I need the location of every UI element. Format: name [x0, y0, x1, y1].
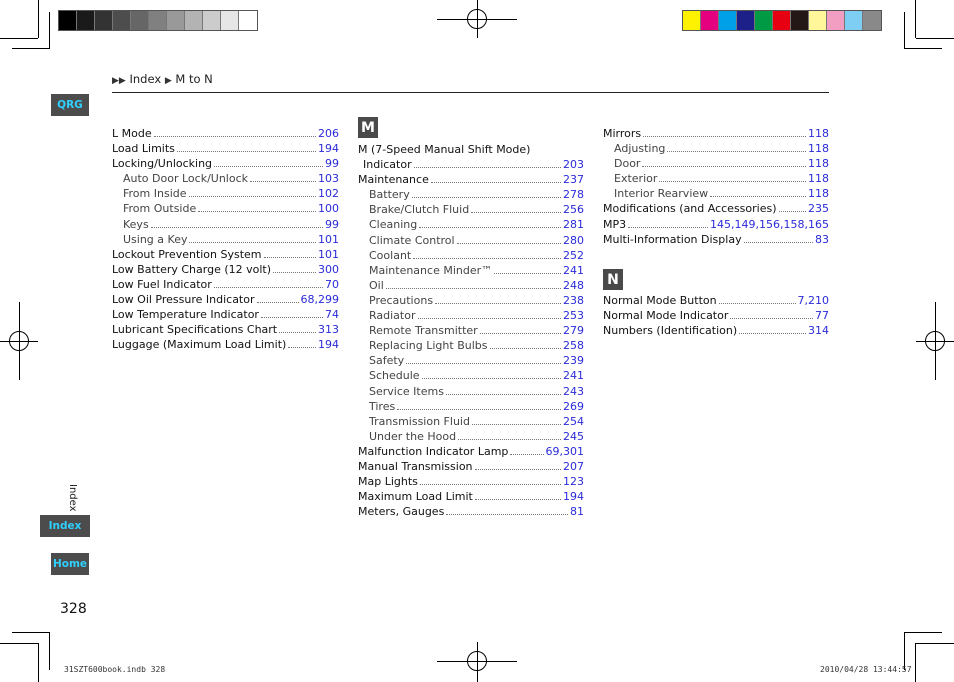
- color-swatch: [755, 11, 773, 30]
- index-entry: [112, 292, 339, 307]
- color-swatch: [59, 11, 77, 30]
- breadcrumb: [112, 72, 213, 86]
- entry-label: Low Oil Pressure Indicator: [112, 293, 255, 307]
- entry-label: Under the Hood: [369, 429, 457, 443]
- page-link[interactable]: 279: [563, 324, 584, 338]
- color-swatch: [845, 11, 863, 30]
- double-triangle-icon: ▶▶: [112, 76, 126, 86]
- entry-label: Radiator: [369, 309, 416, 323]
- page-link[interactable]: 243: [563, 384, 584, 398]
- index-subentry: [112, 217, 339, 232]
- entry-label: Normal Mode Indicator: [603, 309, 729, 323]
- index-subentry: [358, 308, 584, 323]
- entry-label: Manual Transmission: [358, 459, 473, 473]
- entry-label: Safety: [369, 354, 405, 368]
- page-link[interactable]: 241: [563, 263, 584, 277]
- page-link[interactable]: 68,299: [300, 293, 339, 307]
- entry-label: Schedule: [369, 369, 420, 383]
- index-subentry: [603, 186, 829, 201]
- entry-label: Tires: [369, 399, 396, 413]
- entry-label: Using a Key: [123, 232, 188, 246]
- entry-label: Numbers (Identification): [603, 324, 738, 338]
- leader-dots: [214, 287, 323, 288]
- leader-dots: [475, 499, 561, 500]
- crop-mark: [49, 12, 50, 48]
- color-swatch: [683, 11, 701, 30]
- color-bar: [682, 10, 882, 31]
- leader-dots: [198, 211, 316, 212]
- index-subentry: [358, 248, 584, 263]
- index-entry: [358, 504, 584, 519]
- leader-dots: [471, 212, 561, 213]
- entry-label: Luggage (Maximum Load Limit): [112, 338, 287, 352]
- leader-dots: [214, 166, 323, 167]
- registration-mark: [477, 0, 478, 38]
- crop-mark: [904, 632, 942, 633]
- page-link[interactable]: 83: [815, 232, 829, 246]
- page-link[interactable]: 203: [563, 158, 584, 172]
- index-subentry: [358, 202, 584, 217]
- page-link[interactable]: 253: [563, 309, 584, 323]
- page-link[interactable]: 241: [563, 369, 584, 383]
- index-subentry: [358, 187, 584, 202]
- entry-label: Maintenance Minder™: [369, 263, 493, 277]
- page-link[interactable]: 7,210: [797, 294, 829, 307]
- leader-dots: [642, 166, 806, 167]
- leader-dots: [151, 227, 323, 228]
- breadcrumb-section: M to N: [175, 72, 213, 86]
- index-subentry: [358, 278, 584, 293]
- page-link[interactable]: 194: [318, 338, 339, 352]
- index-entry: [112, 322, 339, 337]
- color-swatch: [863, 11, 881, 30]
- entry-label: Transmission Fluid: [369, 414, 470, 428]
- index-entry: [112, 247, 339, 262]
- crop-mark: [916, 38, 954, 39]
- triangle-icon: ▶: [164, 76, 172, 86]
- index-entry: [112, 126, 339, 141]
- leader-dots: [422, 378, 561, 379]
- index-subentry: [358, 429, 584, 444]
- page-link[interactable]: 245: [563, 429, 584, 443]
- color-swatch: [701, 11, 719, 30]
- crop-mark: [915, 0, 916, 38]
- entry-label: Precautions: [369, 293, 434, 307]
- page-link[interactable]: 258: [563, 339, 584, 353]
- index-column-n: [603, 293, 829, 338]
- index-entry: [358, 142, 584, 157]
- footer-file: 31SZT600book.indb 328: [64, 665, 166, 674]
- page-link[interactable]: 252: [563, 248, 584, 262]
- page-link[interactable]: 207: [563, 459, 584, 473]
- leader-dots: [744, 242, 813, 243]
- page-link[interactable]: 81: [570, 505, 584, 519]
- color-swatch: [737, 11, 755, 30]
- page-link[interactable]: 206: [318, 127, 339, 140]
- index-subentry: [112, 201, 339, 216]
- entry-label: Mirrors: [603, 127, 642, 140]
- leader-dots: [189, 242, 316, 243]
- entry-label: Battery: [369, 188, 410, 202]
- color-swatch: [221, 11, 239, 30]
- color-swatch: [239, 11, 257, 30]
- entry-label: MP3: [603, 217, 627, 231]
- color-swatch: [131, 11, 149, 30]
- index-entry: [603, 126, 829, 141]
- page-link[interactable]: 194: [318, 142, 339, 156]
- index-tab[interactable]: Index: [40, 515, 90, 537]
- leader-dots: [719, 303, 796, 304]
- crop-mark: [904, 12, 905, 48]
- color-swatch: [149, 11, 167, 30]
- page-link[interactable]: 300: [318, 262, 339, 276]
- index-entry: [112, 337, 339, 352]
- page-link[interactable]: 239: [563, 354, 584, 368]
- page-link[interactable]: 102: [318, 187, 339, 201]
- index-entry: [112, 141, 339, 156]
- leader-dots: [435, 303, 561, 304]
- leader-dots: [659, 181, 806, 182]
- color-swatch: [113, 11, 131, 30]
- index-entry: [358, 172, 584, 187]
- index-subentry: [112, 186, 339, 201]
- leader-dots: [250, 181, 316, 182]
- page-link[interactable]: 118: [808, 157, 829, 171]
- entry-label: From Outside: [123, 202, 197, 216]
- page-link[interactable]: 280: [563, 233, 584, 247]
- page-link[interactable]: 194: [563, 490, 584, 504]
- index-entry: [603, 323, 829, 338]
- page-link[interactable]: 145,149,156,158,165: [710, 217, 829, 231]
- entry-label: Normal Mode Button: [603, 294, 717, 307]
- page-link[interactable]: 314: [808, 324, 829, 338]
- index-subentry: [603, 156, 829, 171]
- index-subentry: [358, 338, 584, 353]
- leader-dots: [431, 182, 561, 183]
- index-subentry: [112, 232, 339, 247]
- color-swatch: [167, 11, 185, 30]
- color-swatch: [203, 11, 221, 30]
- entry-label: Low Battery Charge (12 volt): [112, 262, 272, 276]
- entry-label: Replacing Light Bulbs: [369, 339, 488, 353]
- leader-dots: [458, 439, 561, 440]
- leader-dots: [397, 409, 561, 410]
- page-link[interactable]: 269: [563, 399, 584, 413]
- index-entry: [603, 232, 829, 247]
- entry-label: Indicator: [363, 158, 412, 172]
- leader-dots: [177, 151, 316, 152]
- index-entry: [358, 474, 584, 489]
- entry-label: Lubricant Specifications Chart: [112, 323, 278, 337]
- entry-label: Cleaning: [369, 218, 418, 232]
- index-subentry: [358, 233, 584, 248]
- page-link[interactable]: 235: [808, 202, 829, 216]
- leader-dots: [261, 317, 323, 318]
- entry-label: M (7-Speed Manual Shift Mode): [358, 143, 531, 156]
- leader-dots: [510, 454, 543, 455]
- entry-label: Climate Control: [369, 233, 455, 247]
- leader-dots: [154, 136, 316, 137]
- index-entry: [603, 201, 829, 216]
- crop-mark: [49, 632, 50, 670]
- leader-dots: [386, 288, 561, 289]
- crop-mark: [12, 632, 50, 633]
- index-entry: [603, 308, 829, 323]
- crop-mark: [12, 48, 50, 49]
- entry-label: Maintenance: [358, 173, 429, 187]
- page-link[interactable]: 118: [808, 172, 829, 186]
- crop-mark: [916, 643, 954, 644]
- qrg-tab[interactable]: QRG: [51, 94, 89, 116]
- index-entry: [603, 293, 829, 308]
- entry-label: Locking/Unlocking: [112, 157, 213, 171]
- leader-dots: [189, 196, 316, 197]
- page-link[interactable]: 118: [808, 127, 829, 140]
- index-subentry: [358, 368, 584, 383]
- leader-dots: [264, 257, 316, 258]
- index-entry: [112, 262, 339, 277]
- entry-label: Adjusting: [614, 142, 666, 156]
- page-link[interactable]: 101: [318, 232, 339, 246]
- color-swatch: [773, 11, 791, 30]
- index-entry: [112, 307, 339, 322]
- entry-label: Modifications (and Accessories): [603, 202, 777, 216]
- leader-dots: [628, 227, 708, 228]
- leader-dots: [472, 424, 561, 425]
- index-subentry: [358, 263, 584, 278]
- entry-label: Brake/Clutch Fluid: [369, 203, 470, 217]
- page-link[interactable]: 237: [563, 173, 584, 187]
- crop-mark: [0, 38, 38, 39]
- index-subentry: [358, 217, 584, 232]
- entry-label: Door: [614, 157, 641, 171]
- color-swatch: [95, 11, 113, 30]
- page-link[interactable]: 69,301: [545, 444, 584, 458]
- leader-dots: [414, 167, 561, 168]
- footer-timestamp: 2010/04/28 13:44:57: [820, 665, 912, 674]
- registration-mark: [935, 302, 936, 380]
- entry-label: Low Fuel Indicator: [112, 277, 212, 291]
- page-link[interactable]: 103: [318, 172, 339, 186]
- color-swatch: [185, 11, 203, 30]
- index-entry: [358, 444, 584, 459]
- page-link[interactable]: 74: [325, 308, 339, 322]
- index-entry: [112, 277, 339, 292]
- leader-dots: [480, 333, 561, 334]
- crop-mark: [38, 0, 39, 38]
- index-subentry: [358, 399, 584, 414]
- index-subentry: [603, 141, 829, 156]
- index-subentry: [358, 293, 584, 308]
- page-link[interactable]: 313: [318, 323, 339, 337]
- entry-label: Load Limits: [112, 142, 175, 156]
- index-column-l: [112, 126, 339, 352]
- entry-label: Malfunction Indicator Lamp: [358, 444, 509, 458]
- index-subentry: [358, 323, 584, 338]
- leader-dots: [273, 272, 316, 273]
- entry-label: Interior Rearview: [614, 187, 709, 201]
- leader-dots: [730, 318, 813, 319]
- entry-label: Map Lights: [358, 475, 418, 489]
- entry-label: Remote Transmitter: [369, 324, 478, 338]
- page-link[interactable]: 70: [325, 277, 339, 291]
- entry-label: Service Items: [369, 384, 444, 398]
- entry-label: L Mode: [112, 127, 152, 140]
- leader-dots: [490, 348, 562, 349]
- leader-dots: [288, 347, 316, 348]
- page-link[interactable]: 254: [563, 414, 584, 428]
- page-link[interactable]: 123: [563, 475, 584, 489]
- color-swatch: [77, 11, 95, 30]
- leader-dots: [710, 196, 806, 197]
- color-swatch: [791, 11, 809, 30]
- entry-label: Oil: [369, 278, 384, 292]
- index-subentry: [358, 384, 584, 399]
- index-entry: [112, 156, 339, 171]
- leader-dots: [412, 197, 561, 198]
- breadcrumb-index[interactable]: Index: [129, 72, 162, 86]
- crop-mark: [38, 643, 39, 682]
- registration-mark: [19, 302, 20, 380]
- letter-heading-m: M: [358, 117, 378, 138]
- page-link[interactable]: 101: [318, 247, 339, 261]
- leader-dots: [667, 151, 806, 152]
- color-swatch: [719, 11, 737, 30]
- home-tab[interactable]: Home: [51, 553, 89, 575]
- page-link[interactable]: 238: [563, 293, 584, 307]
- vertical-section-label: Index: [67, 484, 78, 512]
- entry-label: Multi-Information Display: [603, 232, 742, 246]
- leader-dots: [446, 394, 561, 395]
- page-link[interactable]: 256: [563, 203, 584, 217]
- gray-scale-bar: [58, 10, 258, 31]
- entry-label: Lockout Prevention System: [112, 247, 262, 261]
- page-link[interactable]: 77: [815, 309, 829, 323]
- index-entry: [358, 157, 584, 172]
- entry-label: Exterior: [614, 172, 658, 186]
- leader-dots: [419, 227, 561, 228]
- header-rule: [112, 92, 829, 93]
- index-entry: [358, 489, 584, 504]
- entry-label: Coolant: [369, 248, 412, 262]
- index-subentry: [603, 171, 829, 186]
- entry-label: Auto Door Lock/Unlock: [123, 172, 249, 186]
- page-link[interactable]: 99: [325, 157, 339, 171]
- leader-dots: [446, 514, 568, 515]
- leader-dots: [413, 258, 561, 259]
- index-subentry: [358, 414, 584, 429]
- leader-dots: [739, 333, 806, 334]
- color-swatch: [809, 11, 827, 30]
- entry-label: Keys: [123, 217, 149, 231]
- page-link[interactable]: 248: [563, 278, 584, 292]
- index-entry: [358, 459, 584, 474]
- page-link[interactable]: 99: [325, 217, 339, 231]
- letter-heading-n: N: [603, 269, 623, 290]
- page-link[interactable]: 281: [563, 218, 584, 232]
- entry-label: Meters, Gauges: [358, 505, 445, 519]
- registration-mark: [477, 642, 478, 682]
- leader-dots: [457, 243, 561, 244]
- crop-mark: [0, 643, 38, 644]
- leader-dots: [420, 484, 561, 485]
- entry-label: From Inside: [123, 187, 187, 201]
- index-subentry: [112, 171, 339, 186]
- page-link[interactable]: 278: [563, 188, 584, 202]
- index-column-m: [358, 142, 584, 519]
- leader-dots: [279, 332, 316, 333]
- index-entry: [603, 217, 829, 232]
- page-link[interactable]: 118: [808, 142, 829, 156]
- crop-mark: [915, 643, 916, 682]
- leader-dots: [643, 136, 806, 137]
- index-subentry: [358, 353, 584, 368]
- index-column-m-cont: [603, 126, 829, 247]
- color-swatch: [827, 11, 845, 30]
- page-link[interactable]: 118: [808, 187, 829, 201]
- page-number: 328: [60, 601, 87, 617]
- entry-label: Low Temperature Indicator: [112, 308, 259, 322]
- crop-mark: [904, 48, 942, 49]
- leader-dots: [418, 318, 562, 319]
- leader-dots: [779, 211, 806, 212]
- leader-dots: [494, 273, 561, 274]
- leader-dots: [406, 363, 561, 364]
- leader-dots: [257, 302, 299, 303]
- entry-label: Maximum Load Limit: [358, 490, 473, 504]
- page-link[interactable]: 100: [318, 202, 339, 216]
- leader-dots: [475, 469, 561, 470]
